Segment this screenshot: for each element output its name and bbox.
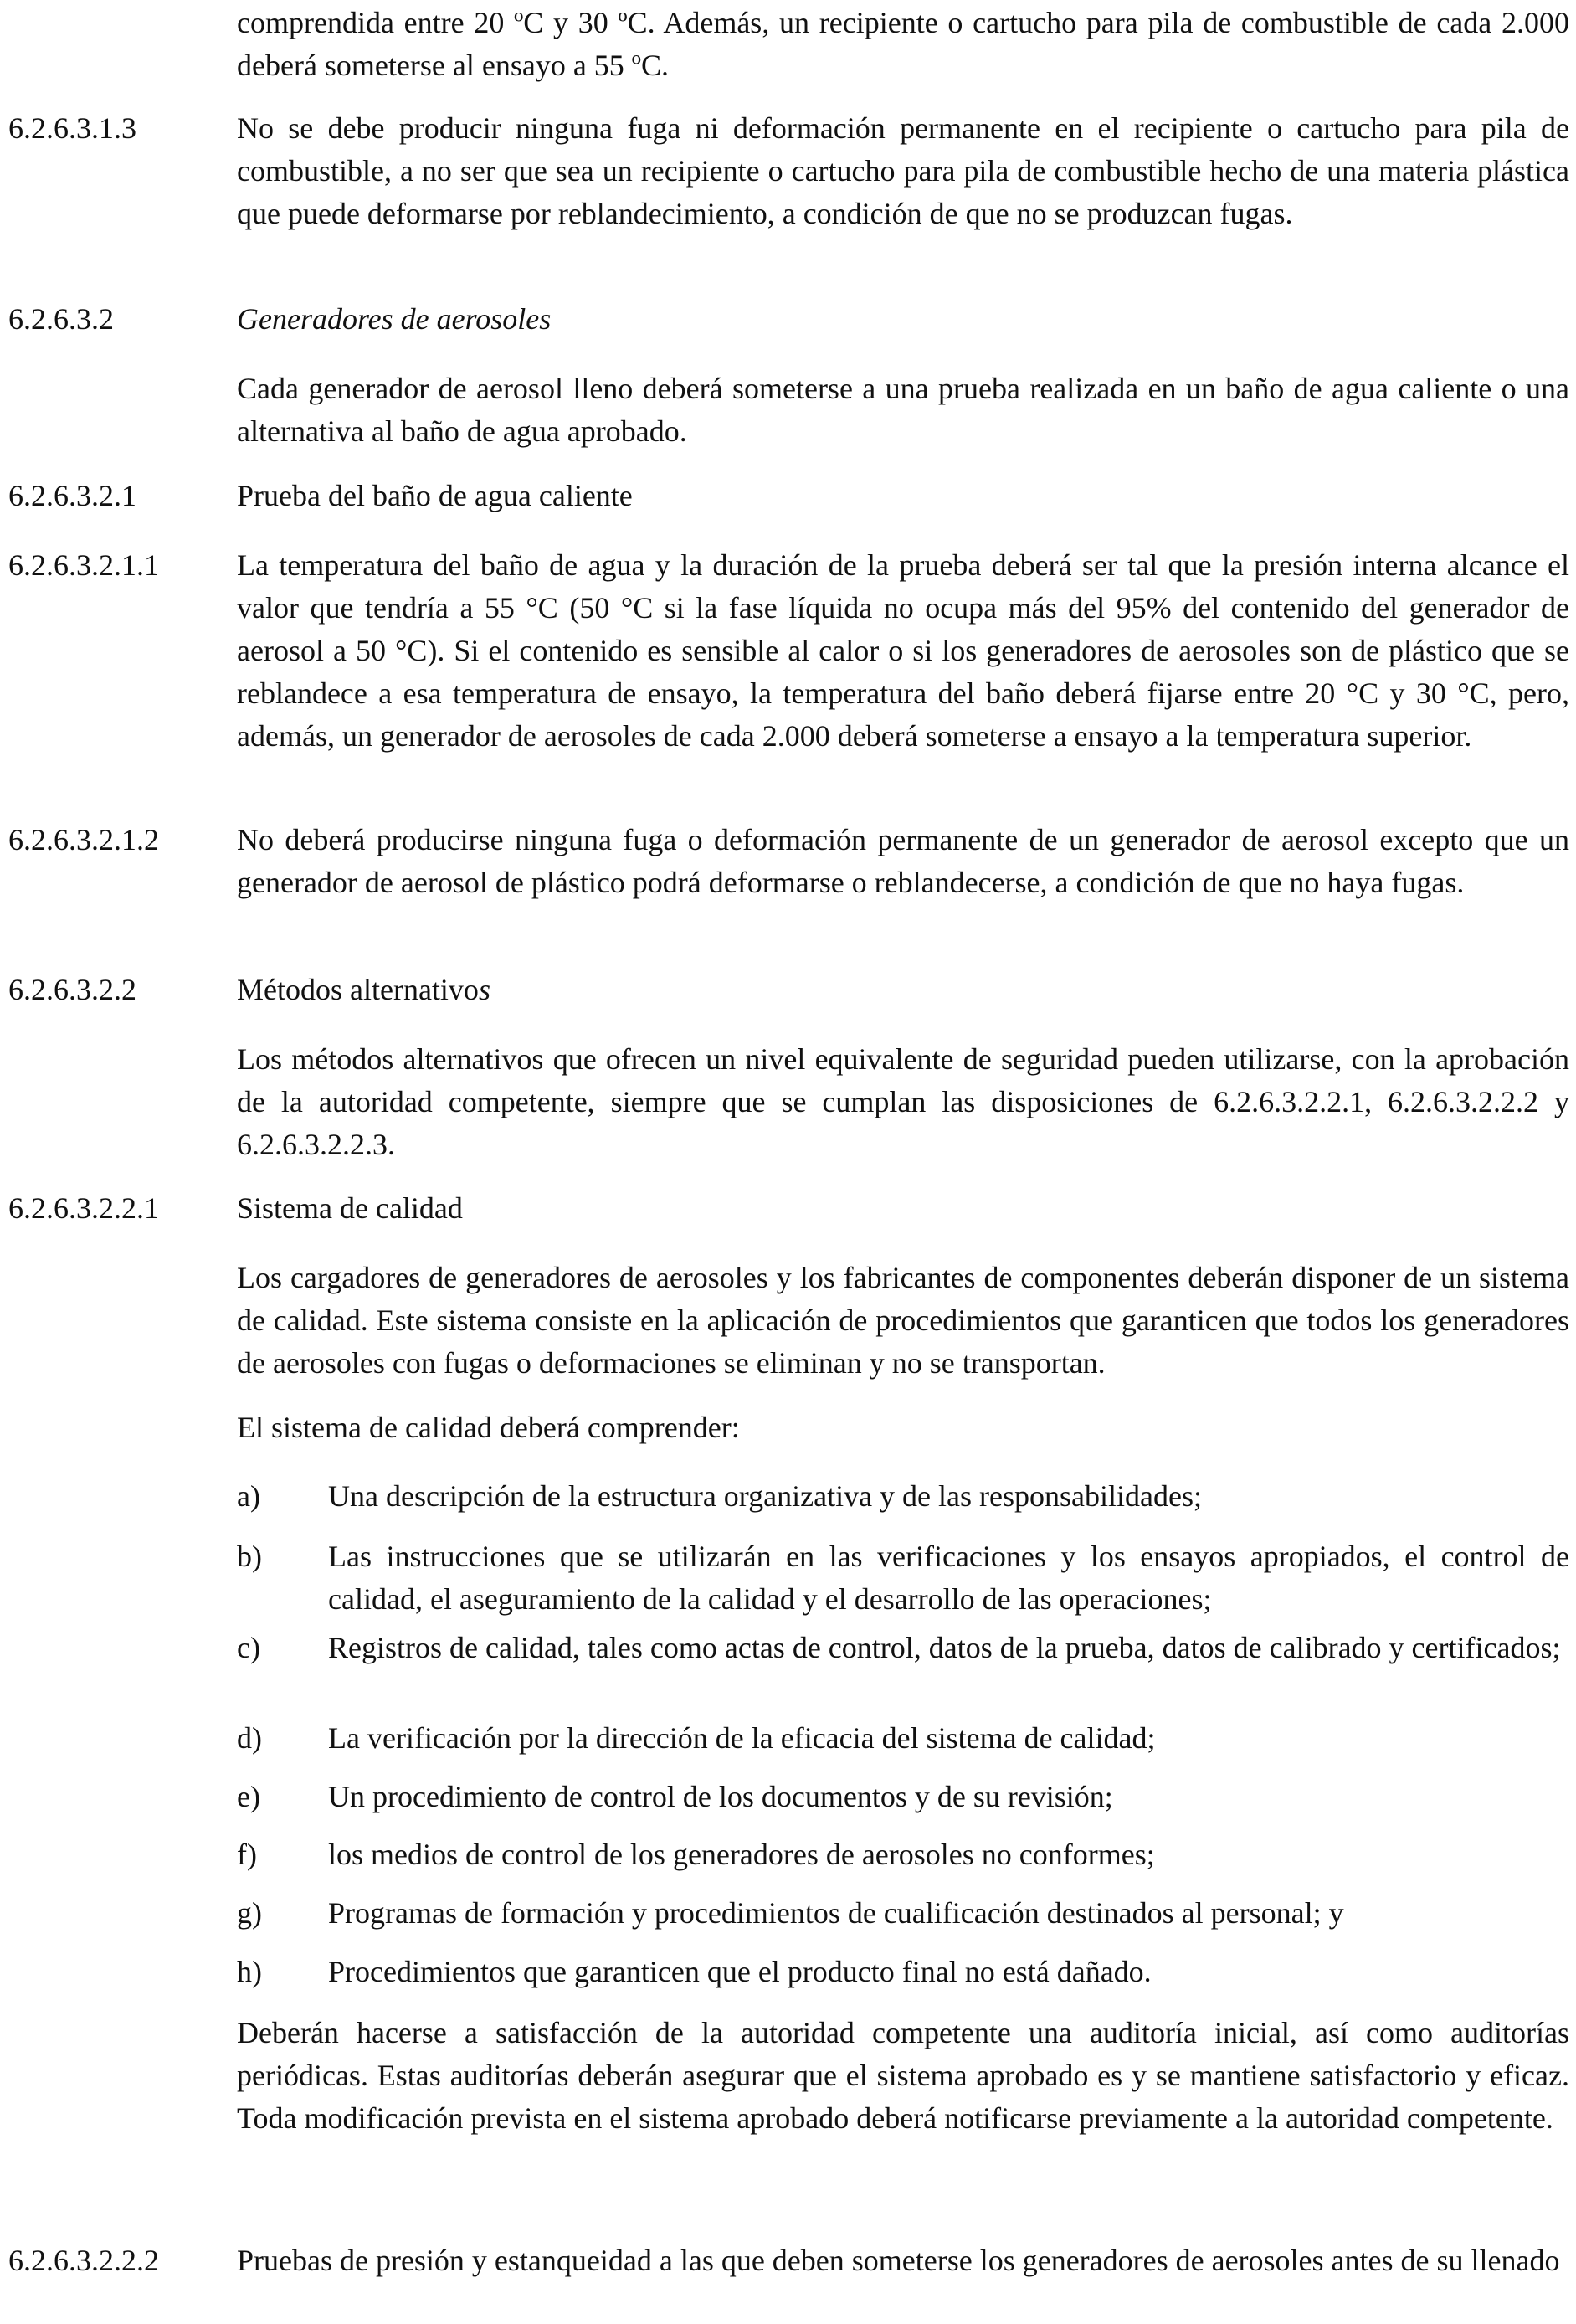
list-item-text: Registros de calidad, tales como actas de control, datos de la prueba, datos de calibrado y certificados;: [328, 1631, 1561, 1664]
list-item-label: b): [237, 1540, 262, 1573]
paragraph-text: El sistema de calidad deberá comprender:: [237, 1411, 740, 1444]
list-item-label: h): [237, 1955, 262, 1988]
list-item-label: f): [237, 1838, 257, 1871]
paragraph-text: La temperatura del baño de agua y la duración de la prueba deberá ser tal que la presión interna alcance el valor que tendría a 55 °C (50 °C si la fase líquida no ocupa más del 95% del contenido del generador de aerosol a 50 °C). Si el contenido es sensible al calor o si los generadores de aerosoles son de plástico que se reblandece a esa temperatura de ensayo, la temperatura del baño deberá fijarse entre 20 °C y 30 °C, pero, además, un generador de aerosoles de cada 2.000 deberá someterse a ensayo a la temperatura superior.: [237, 548, 1569, 753]
section-number: 6.2.6.3.2.2.1: [8, 1191, 159, 1225]
list-item-text: los medios de control de los generadores de aerosoles no conformes;: [328, 1838, 1155, 1871]
list-item-label: d): [237, 1721, 262, 1755]
section-number: 6.2.6.3.2.2: [8, 973, 136, 1006]
title-tail: s: [478, 973, 490, 1006]
list-item-label: a): [237, 1479, 260, 1513]
paragraph-text: comprendida entre 20 ºC y 30 ºC. Además, un recipiente o cartucho para pila de combustible de cada 2.000 deberá someterse al ensayo a 55 ºC.: [237, 6, 1569, 82]
list-item-label: c): [237, 1631, 260, 1664]
section-number: 6.2.6.3.1.3: [8, 111, 136, 145]
list-item-label: e): [237, 1780, 260, 1813]
section-title: Generadores de aerosoles: [237, 302, 552, 336]
paragraph-text: No se debe producir ninguna fuga ni deformación permanente en el recipiente o cartucho para pila de combustible, a no ser que sea un recipiente o cartucho para pila de combustible hecho de una materia plástica que puede deformarse por reblandecimiento, a condición de que no se produzcan fugas.: [237, 111, 1569, 230]
list-item-label: g): [237, 1896, 262, 1930]
section-title: Sistema de calidad: [237, 1191, 463, 1225]
section-number: 6.2.6.3.2.1: [8, 479, 136, 512]
list-item-text: Una descripción de la estructura organizativa y de las responsabilidades;: [328, 1479, 1202, 1513]
section-number: 6.2.6.3.2.1.1: [8, 548, 159, 582]
paragraph-text: Pruebas de presión y estanqueidad a las que deben someterse los generadores de aerosoles antes de su llenado: [237, 2244, 1560, 2277]
section-title: Prueba del baño de agua caliente: [237, 479, 633, 512]
paragraph-text: Los métodos alternativos que ofrecen un nivel equivalente de seguridad pueden utilizarse, con la aprobación de la autoridad competente, siempre que se cumplan las disposiciones de 6.2.6.3.2.2.1, 6.2.6.3.2.2.2 y 6.2.6.3.2.2.3.: [237, 1042, 1569, 1161]
list-item-text: La verificación por la dirección de la eficacia del sistema de calidad;: [328, 1721, 1156, 1755]
section-number: 6.2.6.3.2: [8, 302, 114, 336]
list-item-text: Un procedimiento de control de los documentos y de su revisión;: [328, 1780, 1113, 1813]
paragraph-text: No deberá producirse ninguna fuga o deformación permanente de un generador de aerosol excepto que un generador de aerosol de plástico podrá deformarse o reblandecerse, a condición de que no haya fugas.: [237, 823, 1569, 899]
title-main: Métodos alternativo: [237, 973, 479, 1006]
list-item-text: Procedimientos que garanticen que el producto final no está dañado.: [328, 1955, 1152, 1988]
paragraph-text: Cada generador de aerosol lleno deberá someterse a una prueba realizada en un baño de agua caliente o una alternativa al baño de agua aprobado.: [237, 372, 1569, 448]
list-item-text: Programas de formación y procedimientos de cualificación destinados al personal; y: [328, 1896, 1344, 1930]
section-title: [237, 969, 1569, 1011]
section-number: 6.2.6.3.2.2.2: [8, 2244, 159, 2277]
paragraph-text: Deberán hacerse a satisfacción de la autoridad competente una auditoría inicial, así como auditorías periódicas. Estas auditorías deberán asegurar que el sistema aprobado es y se mantiene satisfactorio y eficaz. Toda modificación prevista en el sistema aprobado deberá notificarse previamente a la autoridad competente.: [237, 2016, 1569, 2135]
list-item-text: Las instrucciones que se utilizarán en las verificaciones y los ensayos apropiados, el control de calidad, el aseguramiento de la calidad y el desarrollo de las operaciones;: [328, 1540, 1569, 1616]
paragraph-text: Los cargadores de generadores de aerosoles y los fabricantes de componentes deberán disponer de un sistema de calidad. Este sistema consiste en la aplicación de procedimientos que garanticen que todos los generadores de aerosoles con fugas o deformaciones se eliminan y no se transportan.: [237, 1261, 1569, 1380]
section-number: 6.2.6.3.2.1.2: [8, 823, 159, 856]
